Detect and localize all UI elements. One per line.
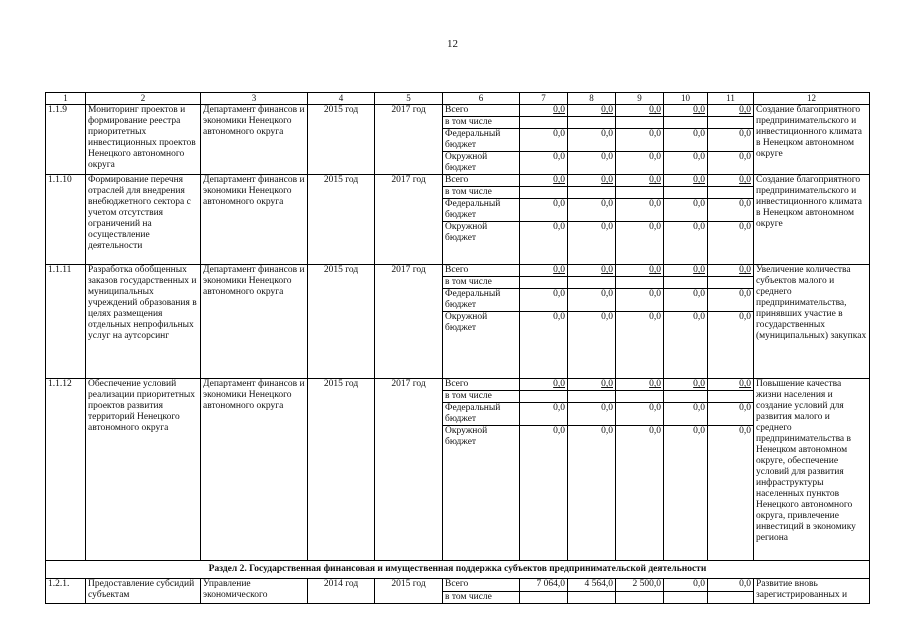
measure-number: 1.1.12 <box>46 379 86 561</box>
empty-cell <box>520 117 568 129</box>
funding-total-value: 4 564,0 <box>568 579 616 592</box>
funding-total-label: Всего <box>443 175 520 187</box>
column-number: 10 <box>664 93 708 105</box>
measure-number: 1.1.9 <box>46 105 86 175</box>
measure-name: Формирование перечня отраслей для внедрения внебюджетного сектора с учетом отсутствия ограничений на осуществление деятельности <box>86 175 201 265</box>
expected-result: Увеличение количества субъектов малого и среднего предпринимательства, принявших участие в государственных (муниципальных) закупках <box>754 265 870 379</box>
column-number: 8 <box>568 93 616 105</box>
funding-total-value: 0,0 <box>708 105 754 117</box>
funding-including-label: в том числе <box>443 117 520 129</box>
funding-federal-value: 0,0 <box>520 289 568 312</box>
empty-cell <box>708 391 754 403</box>
column-number: 12 <box>754 93 870 105</box>
column-number: 1 <box>46 93 86 105</box>
funding-federal-value: 0,0 <box>520 403 568 426</box>
funding-district-value: 0,0 <box>520 152 568 175</box>
section-title: Раздел 2. Государственная финансовая и имущественная поддержка субъектов предпринимательской деятельности <box>46 561 870 579</box>
program-measures-table <box>45 92 870 604</box>
measure-number: 1.2.1. <box>46 579 86 604</box>
funding-district-label: Окружной бюджет <box>443 312 520 379</box>
expected-result: Создание благоприятного предпринимательского и инвестиционного климата в Ненецком автономном округе <box>754 105 870 175</box>
expected-result: Создание благоприятного предпринимательского и инвестиционного климата в Ненецком автономном округе <box>754 175 870 265</box>
funding-federal-value: 0,0 <box>708 289 754 312</box>
funding-district-value: 0,0 <box>616 152 664 175</box>
funding-federal-value: 0,0 <box>616 129 664 152</box>
start-year: 2015 год <box>308 175 375 265</box>
funding-federal-label: Федеральный бюджет <box>443 403 520 426</box>
funding-total-label: Всего <box>443 379 520 391</box>
executor: Департамент финансов и экономики Ненецкого автономного округа <box>201 175 308 265</box>
funding-federal-value: 0,0 <box>616 289 664 312</box>
funding-total-value: 0,0 <box>568 105 616 117</box>
funding-district-value: 0,0 <box>616 426 664 561</box>
funding-federal-label: Федеральный бюджет <box>443 129 520 152</box>
funding-district-value: 0,0 <box>664 152 708 175</box>
funding-total-value: 0,0 <box>708 379 754 391</box>
funding-including-label: в том числе <box>443 391 520 403</box>
start-year: 2015 год <box>308 265 375 379</box>
end-year: 2015 год <box>375 579 443 604</box>
end-year: 2017 год <box>375 379 443 561</box>
executor: Управление экономического <box>201 579 308 604</box>
funding-total-value: 0,0 <box>568 379 616 391</box>
funding-district-value: 0,0 <box>568 152 616 175</box>
funding-total-value: 0,0 <box>616 175 664 187</box>
funding-total-value: 0,0 <box>708 175 754 187</box>
funding-district-value: 0,0 <box>616 312 664 379</box>
expected-result: Повышение качества жизни населения и создание условий для развития малого и среднего предпринимательства в Ненецком автономном округе, обеспечение условий для развития инфраструктуры населенных пунктов Ненецкого автономного округа, привлечение инвестиций в экономику региона <box>754 379 870 561</box>
empty-cell <box>616 277 664 289</box>
funding-district-value: 0,0 <box>616 222 664 265</box>
column-number: 9 <box>616 93 664 105</box>
funding-district-value: 0,0 <box>708 426 754 561</box>
empty-cell <box>664 187 708 199</box>
funding-district-value: 0,0 <box>568 222 616 265</box>
expected-result: Развитие вновь зарегистрированных и <box>754 579 870 604</box>
measure-name: Предоставление субсидий субъектам <box>86 579 201 604</box>
funding-federal-value: 0,0 <box>568 403 616 426</box>
funding-district-value: 0,0 <box>520 222 568 265</box>
funding-federal-value: 0,0 <box>616 199 664 222</box>
empty-cell <box>664 117 708 129</box>
measure-number: 1.1.10 <box>46 175 86 265</box>
column-number: 7 <box>520 93 568 105</box>
funding-federal-value: 0,0 <box>708 199 754 222</box>
measure-row <box>46 105 870 117</box>
column-number: 5 <box>375 93 443 105</box>
funding-district-value: 0,0 <box>664 426 708 561</box>
funding-federal-value: 0,0 <box>664 403 708 426</box>
measure-name: Мониторинг проектов и формирование реестра приоритетных инвестиционных проектов Ненецкого автономного округа <box>86 105 201 175</box>
empty-cell <box>708 592 754 604</box>
measure-row <box>46 379 870 391</box>
column-number: 3 <box>201 93 308 105</box>
funding-total-value: 7 064,0 <box>520 579 568 592</box>
column-number: 11 <box>708 93 754 105</box>
column-number: 6 <box>443 93 520 105</box>
funding-total-value: 0,0 <box>616 105 664 117</box>
funding-total-label: Всего <box>443 105 520 117</box>
funding-district-value: 0,0 <box>568 312 616 379</box>
empty-cell <box>520 187 568 199</box>
funding-federal-value: 0,0 <box>568 129 616 152</box>
empty-cell <box>664 592 708 604</box>
funding-federal-value: 0,0 <box>664 199 708 222</box>
funding-including-label: в том числе <box>443 592 520 604</box>
end-year: 2017 год <box>375 175 443 265</box>
empty-cell <box>520 277 568 289</box>
column-number-row <box>46 93 870 105</box>
empty-cell <box>568 277 616 289</box>
funding-federal-label: Федеральный бюджет <box>443 199 520 222</box>
funding-total-value: 2 500,0 <box>616 579 664 592</box>
measure-name: Обеспечение условий реализации приоритетных проектов развития территорий Ненецкого автономного округа <box>86 379 201 561</box>
funding-federal-value: 0,0 <box>708 403 754 426</box>
funding-federal-value: 0,0 <box>568 289 616 312</box>
funding-federal-label: Федеральный бюджет <box>443 289 520 312</box>
start-year: 2015 год <box>308 379 375 561</box>
empty-cell <box>708 117 754 129</box>
funding-total-value: 0,0 <box>616 265 664 277</box>
empty-cell <box>708 277 754 289</box>
empty-cell <box>616 117 664 129</box>
empty-cell <box>568 391 616 403</box>
funding-district-label: Окружной бюджет <box>443 152 520 175</box>
funding-total-value: 0,0 <box>664 265 708 277</box>
funding-federal-value: 0,0 <box>664 289 708 312</box>
funding-district-value: 0,0 <box>520 312 568 379</box>
funding-total-value: 0,0 <box>520 379 568 391</box>
funding-district-value: 0,0 <box>708 152 754 175</box>
funding-total-value: 0,0 <box>520 105 568 117</box>
funding-district-value: 0,0 <box>520 426 568 561</box>
start-year: 2015 год <box>308 105 375 175</box>
measure-name: Разработка обобщенных заказов государственных и муниципальных учреждений образования в целях размещения отдельных непрофильных услуг на аутсорсинг <box>86 265 201 379</box>
empty-cell <box>568 592 616 604</box>
funding-district-value: 0,0 <box>708 312 754 379</box>
funding-total-value: 0,0 <box>520 265 568 277</box>
empty-cell <box>568 187 616 199</box>
page-number: 12 <box>447 38 458 50</box>
column-number: 2 <box>86 93 201 105</box>
executor: Департамент финансов и экономики Ненецкого автономного округа <box>201 379 308 561</box>
start-year: 2014 год <box>308 579 375 604</box>
empty-cell <box>708 187 754 199</box>
funding-district-value: 0,0 <box>664 312 708 379</box>
funding-federal-value: 0,0 <box>616 403 664 426</box>
funding-district-value: 0,0 <box>568 426 616 561</box>
end-year: 2017 год <box>375 265 443 379</box>
funding-total-value: 0,0 <box>708 265 754 277</box>
funding-total-value: 0,0 <box>708 579 754 592</box>
empty-cell <box>568 117 616 129</box>
funding-total-value: 0,0 <box>616 379 664 391</box>
empty-cell <box>664 277 708 289</box>
funding-federal-value: 0,0 <box>520 129 568 152</box>
empty-cell <box>664 391 708 403</box>
measure-row <box>46 265 870 277</box>
funding-total-value: 0,0 <box>664 105 708 117</box>
funding-district-value: 0,0 <box>664 222 708 265</box>
measure-number: 1.1.11 <box>46 265 86 379</box>
measure-row <box>46 175 870 187</box>
executor: Департамент финансов и экономики Ненецкого автономного округа <box>201 105 308 175</box>
funding-total-label: Всего <box>443 265 520 277</box>
empty-cell <box>616 391 664 403</box>
funding-total-value: 0,0 <box>664 579 708 592</box>
funding-district-value: 0,0 <box>708 222 754 265</box>
funding-total-value: 0,0 <box>664 175 708 187</box>
executor: Департамент финансов и экономики Ненецкого автономного округа <box>201 265 308 379</box>
funding-district-label: Окружной бюджет <box>443 222 520 265</box>
empty-cell <box>616 187 664 199</box>
funding-total-value: 0,0 <box>520 175 568 187</box>
funding-federal-value: 0,0 <box>708 129 754 152</box>
funding-district-label: Окружной бюджет <box>443 426 520 561</box>
empty-cell <box>520 592 568 604</box>
section-header-row <box>46 561 870 579</box>
measure-row <box>46 579 870 592</box>
funding-including-label: в том числе <box>443 187 520 199</box>
funding-including-label: в том числе <box>443 277 520 289</box>
funding-total-value: 0,0 <box>568 265 616 277</box>
funding-federal-value: 0,0 <box>520 199 568 222</box>
funding-total-label: Всего <box>443 579 520 592</box>
funding-total-value: 0,0 <box>664 379 708 391</box>
end-year: 2017 год <box>375 105 443 175</box>
empty-cell <box>616 592 664 604</box>
empty-cell <box>520 391 568 403</box>
column-number: 4 <box>308 93 375 105</box>
funding-total-value: 0,0 <box>568 175 616 187</box>
funding-federal-value: 0,0 <box>568 199 616 222</box>
funding-federal-value: 0,0 <box>664 129 708 152</box>
